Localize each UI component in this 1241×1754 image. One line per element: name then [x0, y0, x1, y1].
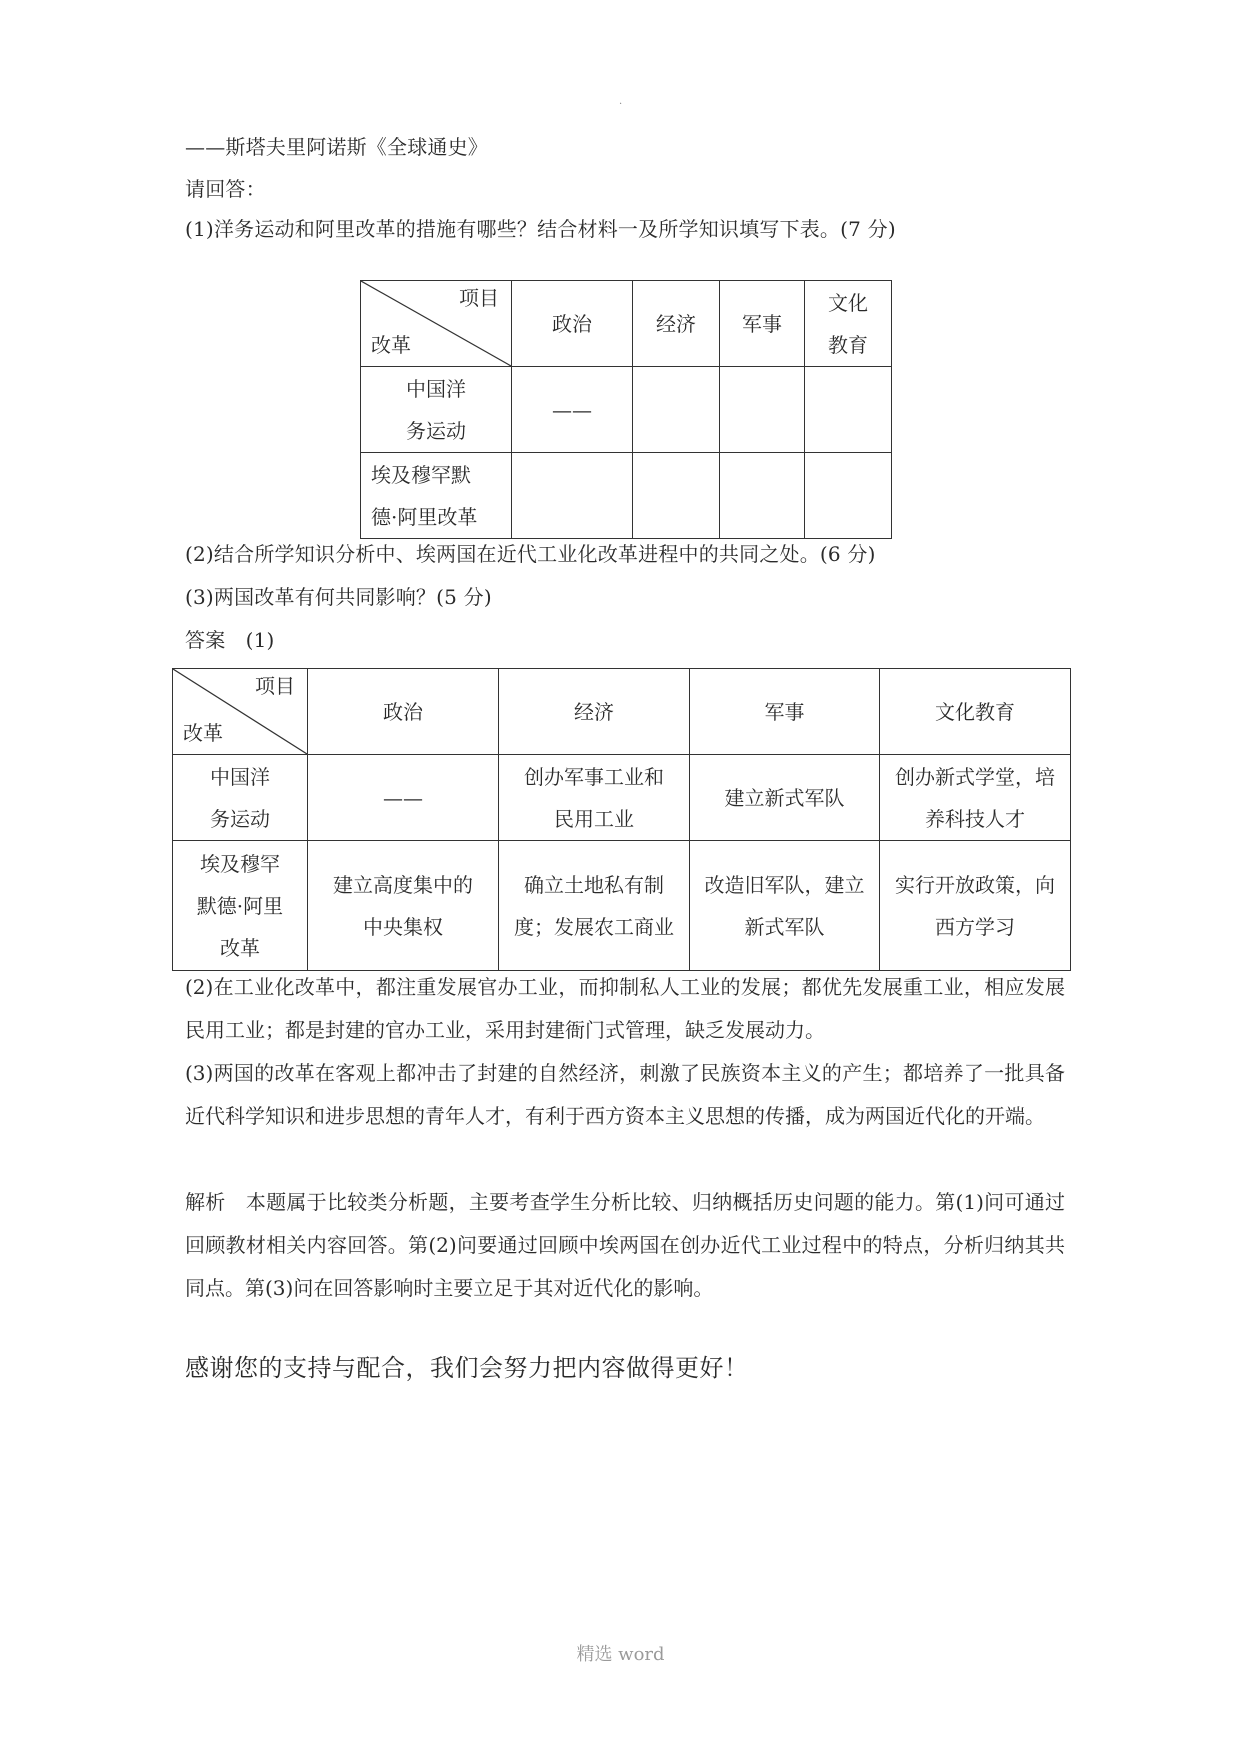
- corner-top-label: 项目: [459, 286, 499, 310]
- answer-2: (2)在工业化改革中，都注重发展官办工业，而抑制私人工业的发展；都优先发展重工业，相应发展民用工业；都是封建的官办工业，采用封建衙门式管理，缺乏发展动力。: [185, 975, 1065, 1042]
- table-cell: 建立高度集中的 中央集权: [308, 841, 499, 971]
- table-cell: 实行开放政策，向 西方学习: [880, 841, 1071, 971]
- row-label: 埃及穆罕 默德·阿里 改革: [173, 841, 308, 971]
- row-label: 中国洋 务运动: [173, 755, 308, 841]
- header-cell: 文化教育: [880, 669, 1071, 755]
- table-cell: 确立土地私有制 度；发展农工商业: [499, 841, 690, 971]
- table-cell: [633, 367, 720, 453]
- table-cell: [805, 453, 892, 539]
- corner-bottom-label: 改革: [371, 333, 411, 357]
- header-cell: 经济: [499, 669, 690, 755]
- thanks-message: 感谢您的支持与配合，我们会努力把内容做得更好！: [185, 1354, 749, 1382]
- header-cell: 文化 教育: [805, 281, 892, 367]
- question-1: (1)洋务运动和阿里改革的措施有哪些？结合材料一及所学知识填写下表。(7 分): [185, 217, 896, 241]
- table-cell: 建立新式军队: [690, 755, 880, 841]
- question-3: (3)两国改革有何共同影响？(5 分): [185, 585, 492, 609]
- corner-bottom-label: 改革: [183, 721, 223, 745]
- table-cell: 创办新式学堂，培 养科技人才: [880, 755, 1071, 841]
- table-cell: [512, 453, 633, 539]
- prompt-text: 请回答：: [185, 177, 266, 201]
- question-2: (2)结合所学知识分析中、埃两国在近代工业化改革进程中的共同之处。(6 分): [185, 542, 876, 566]
- corner-top-label: 项目: [255, 674, 295, 698]
- table-cell: [805, 367, 892, 453]
- table-cell: [720, 453, 805, 539]
- footer-watermark: 精选 word: [576, 1644, 665, 1665]
- table-cell: 改造旧军队，建立 新式军队: [690, 841, 880, 971]
- corner-header-cell: [361, 281, 512, 367]
- header-cell: 政治: [512, 281, 633, 367]
- table-cell: ——: [308, 755, 499, 841]
- table-cell: [720, 367, 805, 453]
- table-cell: 创办军事工业和 民用工业: [499, 755, 690, 841]
- answer-table: [172, 668, 1071, 971]
- row-label: 埃及穆罕默 德·阿里改革: [361, 453, 512, 539]
- row-label: 中国洋 务运动: [361, 367, 512, 453]
- question-table: [360, 280, 892, 539]
- header-cell: 军事: [690, 669, 880, 755]
- header-cell: 经济: [633, 281, 720, 367]
- analysis: 解析 本题属于比较类分析题，主要考查学生分析比较、归纳概括历史问题的能力。第(1)问可通过回顾教材相关内容回答。第(2)问要通过回顾中埃两国在创办近代工业过程中的特点，分析归纳其共同点。第(3)问在回答影响时主要立足于其对近代化的影响。: [185, 1190, 1065, 1300]
- answer-label: 答案 (1): [185, 628, 275, 652]
- answer-3: (3)两国的改革在客观上都冲击了封建的自然经济，刺激了民族资本主义的产生；都培养了一批具备近代科学知识和进步思想的青年人才，有利于西方资本主义思想的传播，成为两国近代化的开端。: [185, 1061, 1065, 1128]
- table-cell: [633, 453, 720, 539]
- corner-header-cell: [173, 669, 308, 755]
- header-dot: .: [619, 96, 623, 107]
- header-cell: 军事: [720, 281, 805, 367]
- table-cell: ——: [512, 367, 633, 453]
- source-attribution: ——斯塔夫里阿诺斯《全球通史》: [185, 135, 488, 159]
- header-cell: 政治: [308, 669, 499, 755]
